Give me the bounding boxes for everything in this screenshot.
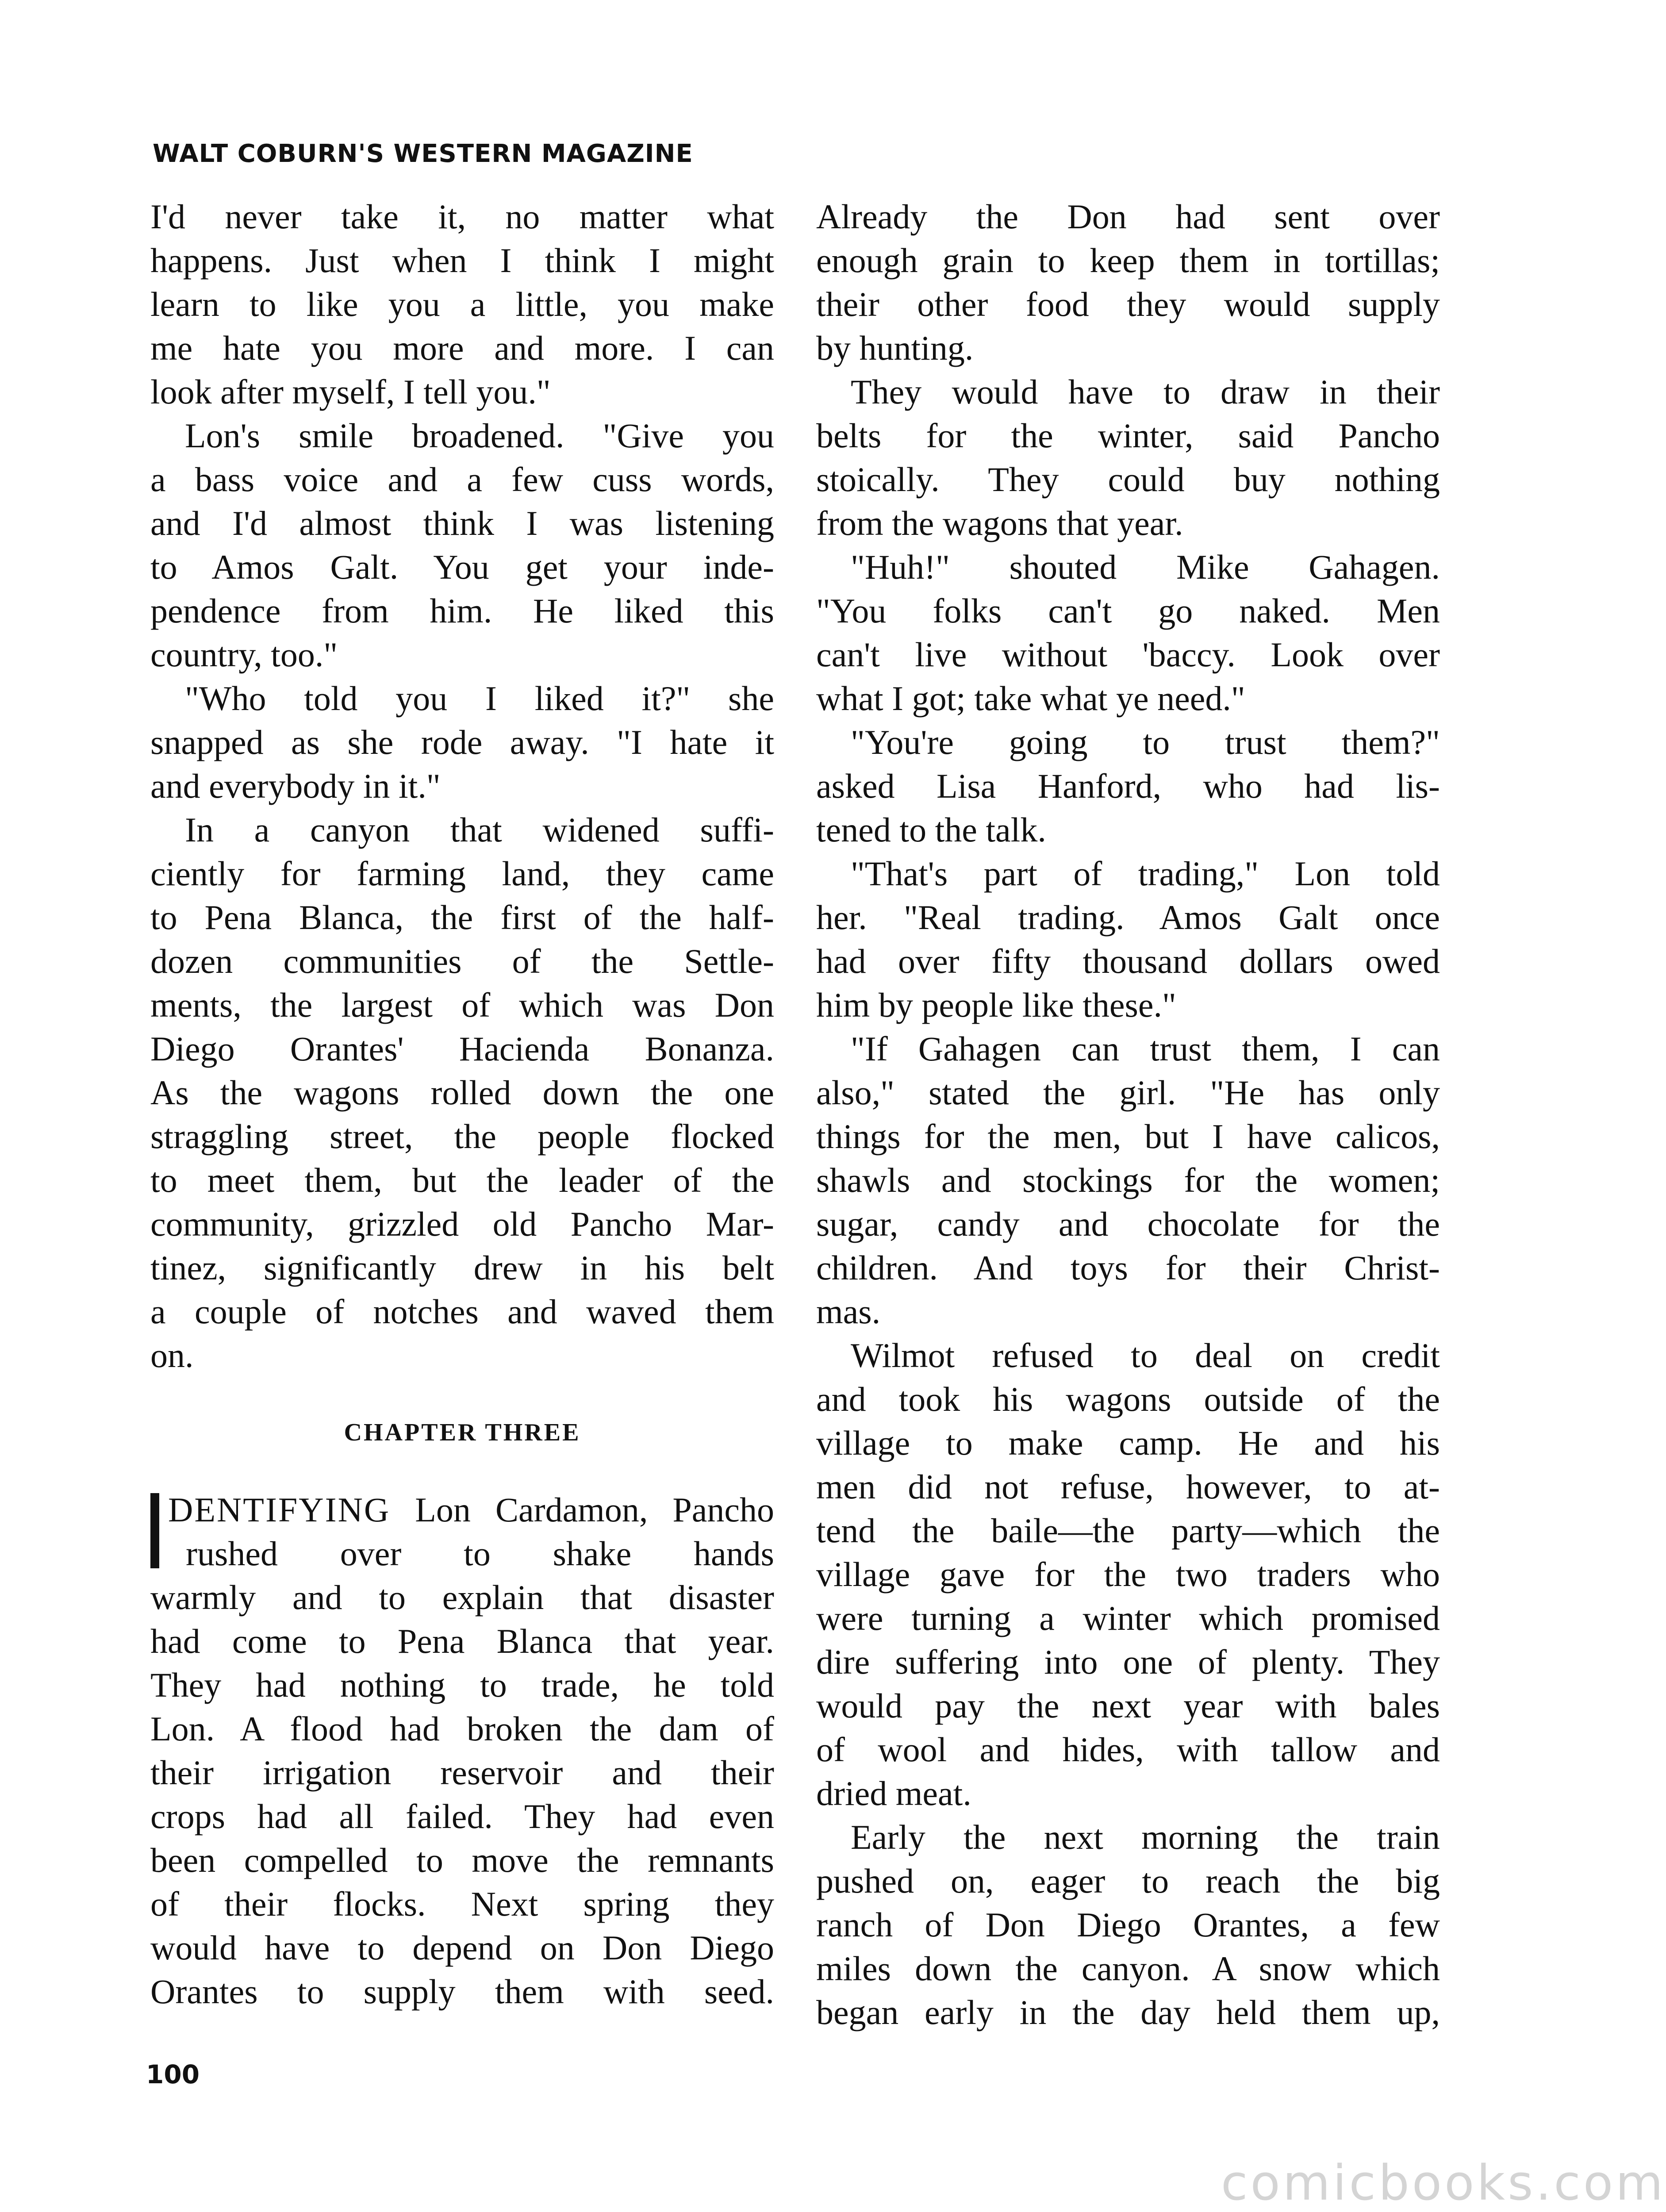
chapter-opening xyxy=(150,1488,774,1575)
text-line: pendence from him. He liked this xyxy=(150,591,774,630)
text-line: They would have to draw in their xyxy=(851,373,1440,411)
text-line: "If Gahagen can trust them, I can xyxy=(851,1029,1440,1068)
text-line: what I got; take what ye need." xyxy=(816,679,1245,718)
text-line: Wilmot refused to deal on credit xyxy=(851,1336,1440,1375)
text-line: from the wagons that year. xyxy=(816,504,1183,542)
text-line: ments, the largest of which was Don xyxy=(150,986,774,1024)
text-line: of wool and hides, with tallow and xyxy=(816,1730,1440,1769)
text-line: mas. xyxy=(816,1292,881,1331)
text-line: men did not refuse, however, to at- xyxy=(816,1467,1440,1506)
text-line: by hunting. xyxy=(816,329,974,367)
text-line: village to make camp. He and his xyxy=(816,1424,1440,1462)
chapter-second-line: rushed over to shake hands xyxy=(186,1534,774,1573)
text-line: pushed on, eager to reach the big xyxy=(816,1862,1440,1900)
text-line: warmly and to explain that disaster xyxy=(150,1578,774,1617)
text-line: learn to like you a little, you make xyxy=(150,285,774,323)
text-line: I'd never take it, no matter what xyxy=(150,197,774,236)
text-line: children. And toys for their Christ- xyxy=(816,1248,1440,1287)
chapter-heading: CHAPTER THREE xyxy=(344,1419,581,1446)
text-line: and took his wagons outside of the xyxy=(816,1380,1440,1418)
text-line: things for the men, but I have calicos, xyxy=(816,1117,1440,1156)
text-line: "Who told you I liked it?" she xyxy=(185,679,774,718)
left-column-top-text xyxy=(150,195,774,1377)
text-line: would pay the next year with bales xyxy=(816,1686,1440,1725)
text-line: to Amos Galt. You get your inde- xyxy=(150,548,774,586)
text-line: dozen communities of the Settle- xyxy=(150,942,774,980)
text-line: ciently for farming land, they came xyxy=(150,854,774,893)
text-line: a couple of notches and waved them xyxy=(150,1292,774,1331)
text-line: their other food they would supply xyxy=(816,285,1440,323)
text-line: tened to the talk. xyxy=(816,810,1046,849)
site-watermark: comicbooks.com xyxy=(1221,2154,1666,2211)
text-line: been compelled to move the remnants xyxy=(150,1841,774,1879)
text-line: dried meat. xyxy=(816,1774,971,1813)
text-line: to Pena Blanca, the first of the half- xyxy=(150,898,774,937)
text-line: look after myself, I tell you." xyxy=(150,373,551,411)
text-line: community, grizzled old Pancho Mar- xyxy=(150,1205,774,1243)
text-line: miles down the canyon. A snow which xyxy=(816,1949,1440,1988)
text-line: enough grain to keep them in tortillas; xyxy=(816,241,1440,280)
text-line: crops had all failed. They had even xyxy=(150,1797,774,1836)
text-line: her. "Real trading. Amos Galt once xyxy=(816,898,1440,937)
text-line: snapped as she rode away. "I hate it xyxy=(150,723,774,761)
text-line: stoically. They could buy nothing xyxy=(816,460,1440,499)
text-line: belts for the winter, said Pancho xyxy=(816,416,1440,455)
right-column-text xyxy=(816,195,1440,2034)
left-column xyxy=(150,195,774,2013)
page-number: 100 xyxy=(146,2059,200,2089)
text-line: As the wagons rolled down the one xyxy=(150,1073,774,1112)
text-line: and everybody in it." xyxy=(150,767,441,805)
text-line: and I'd almost think I was listening xyxy=(150,504,774,542)
text-line: country, too." xyxy=(150,635,338,674)
text-line: of their flocks. Next spring they xyxy=(150,1885,774,1923)
text-line: tinez, significantly drew in his belt xyxy=(150,1248,774,1287)
text-line: happens. Just when I think I might xyxy=(150,241,774,280)
running-head: WALT COBURN'S WESTERN MAGAZINE xyxy=(153,139,693,168)
text-line: sugar, candy and chocolate for the xyxy=(816,1205,1440,1243)
text-line: can't live without 'baccy. Look over xyxy=(816,635,1440,674)
text-line: Already the Don had sent over xyxy=(816,197,1440,236)
text-line: tend the baile—the party—which the xyxy=(816,1511,1440,1550)
text-line: Lon's smile broadened. "Give you xyxy=(185,416,774,455)
chapter-first-line-rest: Lon Cardamon, Pancho xyxy=(415,1490,774,1529)
right-column xyxy=(816,195,1440,2034)
drop-cap-initial xyxy=(150,1493,159,1568)
text-line: would have to depend on Don Diego xyxy=(150,1928,774,1967)
text-line: "That's part of trading," Lon told xyxy=(851,854,1440,893)
text-line: him by people like these." xyxy=(816,986,1176,1024)
text-line: straggling street, the people flocked xyxy=(150,1117,774,1156)
text-line: "You folks can't go naked. Men xyxy=(816,591,1440,630)
text-line: to meet them, but the leader of the xyxy=(150,1161,774,1199)
text-line: had over fifty thousand dollars owed xyxy=(816,942,1440,980)
text-line: Diego Orantes' Hacienda Bonanza. xyxy=(150,1029,774,1068)
text-line: also," stated the girl. "He has only xyxy=(816,1073,1440,1112)
text-line: were turning a winter which promised xyxy=(816,1599,1440,1637)
text-line: ranch of Don Diego Orantes, a few xyxy=(816,1905,1440,1944)
text-line: Orantes to supply them with seed. xyxy=(150,1972,774,2011)
left-column-bottom-text xyxy=(150,1575,774,2013)
text-line: In a canyon that widened suffi- xyxy=(185,810,774,849)
text-line: shawls and stockings for the women; xyxy=(816,1161,1440,1199)
chapter-first-word: DENTIFYING xyxy=(168,1490,391,1529)
text-line: dire suffering into one of plenty. They xyxy=(816,1643,1440,1681)
text-line: Lon. A flood had broken the dam of xyxy=(150,1709,774,1748)
text-line: village gave for the two traders who xyxy=(816,1555,1440,1594)
text-line: on. xyxy=(150,1336,194,1375)
text-line: me hate you more and more. I can xyxy=(150,329,774,367)
text-line: They had nothing to trade, he told xyxy=(150,1666,774,1704)
text-line: "You're going to trust them?" xyxy=(851,723,1440,761)
text-line: a bass voice and a few cuss words, xyxy=(150,460,774,499)
text-line: their irrigation reservoir and their xyxy=(150,1753,774,1792)
text-line: began early in the day held them up, xyxy=(816,1993,1440,2032)
text-line: had come to Pena Blanca that year. xyxy=(150,1622,774,1660)
text-line: Early the next morning the train xyxy=(851,1818,1440,1856)
text-line: "Huh!" shouted Mike Gahagen. xyxy=(851,548,1440,586)
text-line: asked Lisa Hanford, who had lis- xyxy=(816,767,1440,805)
chapter-first-line xyxy=(150,1488,774,1532)
